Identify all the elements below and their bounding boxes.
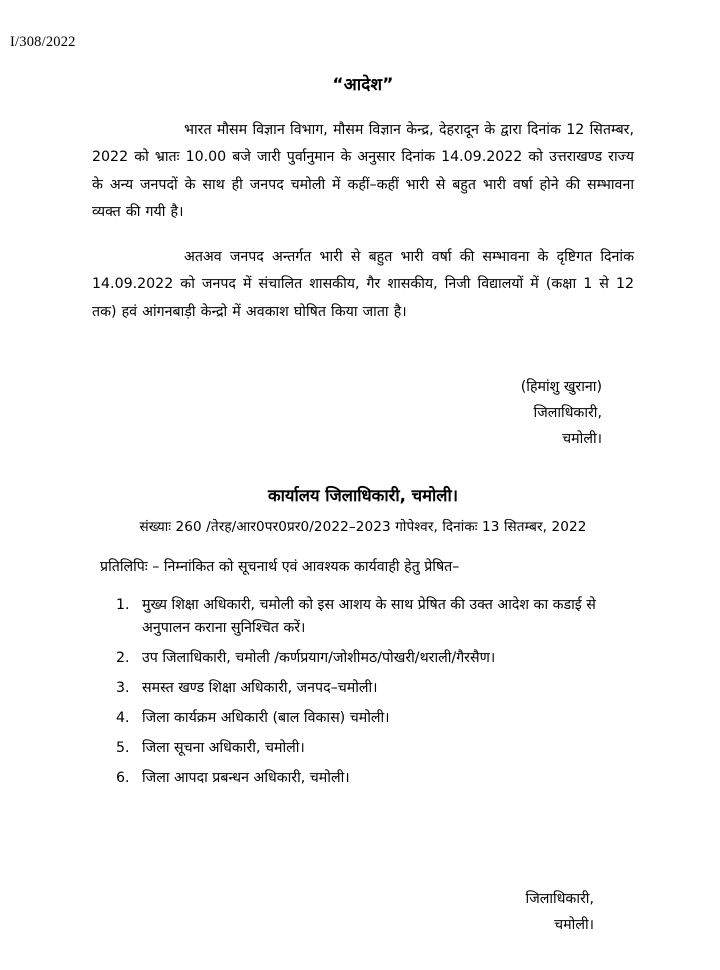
letter-number: संख्याः 260 /तेरह/आर0पर0प्रर0/2022–2023 गोपेश्वर, दिनांकः 13 सितम्बर, 2022 [139, 518, 587, 535]
office-heading: कार्यालय जिलाधिकारी, चमोली। [267, 485, 458, 505]
list-item: 3. समस्त खण्ड शिक्षा अधिकारी, जनपद–चमोली। [134, 677, 634, 700]
document-body [92, 72, 634, 938]
reference-number: I/308/2022 [10, 34, 76, 50]
footer-signatory-designation: जिलाधिकारी, [525, 890, 594, 907]
signature-block [92, 374, 634, 453]
footer-signature-block [92, 886, 634, 939]
signatory-district: चमोली। [562, 431, 602, 448]
copy-to-label: प्रतिलिपिः – निम्नांकित को सूचनार्थ एवं आवश्यक कार्यवाही हेतु प्रेषित– [100, 558, 460, 575]
paragraph-holiday-declaration: अतअव जनपद अन्तर्गत भारी से बहुत भारी वर्षा की सम्भावना के दृष्टिगत दिनांक 14.09.2022 को जनपद में संचालित शासकीय, गैर शासकीय, निजी विद्यालयों में (कक्षा 1 से 12 तक) हवं आंगनबाड़ी केन्द्रो में अवकाश घोषित किया जाता है। [92, 249, 634, 320]
footer-signatory-district: चमोली। [554, 916, 594, 933]
list-item: 5. जिला सूचना अधिकारी, चमोली। [134, 737, 634, 760]
paragraph-forecast: भारत मौसम विज्ञान विभाग, मौसम विज्ञान केन्द्र, देहरादून के द्वारा दिनांक 12 सितम्बर, 2022 को भ्रातः 10.00 बजे जारी पुर्वानुमान के अनुसार दिनांक 14.09.2022 को उत्तराखण्ड राज्य के अन्य जनपदों के साथ ही जनपद चमोली में कहीं–कहीं भारी से बहुत भारी वर्षा होने की सम्भावना व्यक्त की गयी है। [92, 122, 634, 220]
list-item: 1. मुख्य शिक्षा अधिकारी, चमोली को इस आशय के साथ प्रेषित की उक्त आदेश का कडाई से अनुपालन कराना सुनिश्चित करें। [134, 594, 634, 640]
list-item: 6. जिला आपदा प्रबन्धन अधिकारी, चमोली। [134, 767, 634, 790]
signatory-name: (हिमांशु खुराना) [520, 378, 602, 395]
copy-recipients-list [92, 594, 634, 790]
list-item: 2. उप जिलाधिकारी, चमोली /कर्णप्रयाग/जोशीमठ/पोखरी/थराली/गैरसैण। [134, 647, 634, 670]
list-item: 4. जिला कार्यक्रम अधिकारी (बाल विकास) चमोली। [134, 707, 634, 730]
signatory-designation: जिलाधिकारी, [533, 405, 602, 422]
order-title: “आदेश” [332, 75, 394, 95]
